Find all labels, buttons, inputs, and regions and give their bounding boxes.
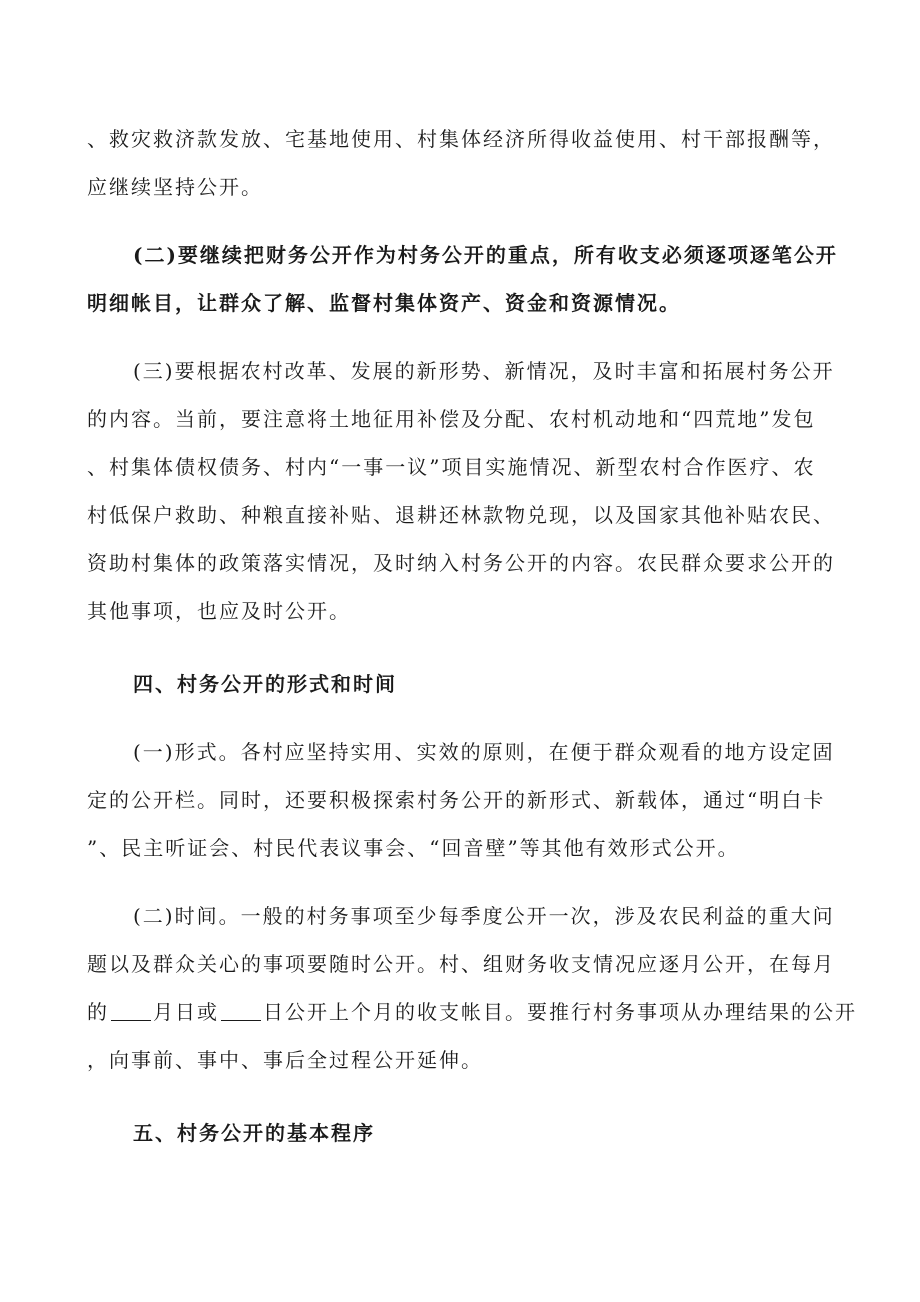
bold-paragraph-line-1: (二)要继续把财务公开作为村务公开的重点，所有收支必须逐项逐笔公开 [133,243,838,267]
text-line-9: (一)形式。各村应坚持实用、实效的原则，在便于群众观看的地方设定固 [133,740,835,764]
blank-underline-2 [221,1002,261,1021]
text-line-11: ”、民主听证会、村民代表议事会、“回音壁”等其他有效形式公开。 [87,836,740,860]
text-line-5: 、村集体债权债务、村内“一事一议”项目实施情况、新型农村合作医疗、农 [87,455,816,479]
text-fragment-b: 月日或 [153,1000,219,1024]
text-fragment-c: 日公开上个月的收支帐目。要推行村务事项从办理结果的公开 [263,1000,857,1024]
text-line-10: 定的公开栏。同时，还要积极探索村务公开的新形式、新载体，通过“明白卡 [87,788,826,812]
text-line-7: 资助村集体的政策落实情况，及时纳入村务公开的内容。农民群众要求公开的 [87,551,835,575]
blank-underline-1 [111,1002,151,1021]
text-line-2: 应继续坚持公开。 [87,175,263,199]
text-line-15: ，向事前、事中、事后全过程公开延伸。 [87,1048,483,1072]
text-line-13: 题以及群众关心的事项要随时公开。村、组财务收支情况应逐月公开，在每月 [87,952,835,976]
text-line-14 [0,1000,920,1024]
section-heading-5: 五、村务公开的基本程序 [133,1121,375,1145]
text-line-12: (二)时间。一般的村务事项至少每季度公开一次，涉及农民利益的重大问 [133,904,835,928]
section-heading-4: 四、村务公开的形式和时间 [133,672,397,696]
bold-paragraph-line-2: 明细帐目，让群众了解、监督村集体资产、资金和资源情况。 [87,291,681,315]
text-line-4: 的内容。当前，要注意将土地征用补偿及分配、农村机动地和“四荒地”发包 [87,407,816,431]
text-line-8: 其他事项，也应及时公开。 [87,599,351,623]
text-fragment-a: 的 [87,1000,109,1024]
text-line-1: 、救灾救济款发放、宅基地使用、村集体经济所得收益使用、村干部报酬等， [87,127,835,151]
text-line-6: 村低保户救助、种粮直接补贴、退耕还林款物兑现，以及国家其他补贴农民、 [87,503,835,527]
text-line-3: (三)要根据农村改革、发展的新形势、新情况，及时丰富和拓展村务公开 [133,359,835,383]
